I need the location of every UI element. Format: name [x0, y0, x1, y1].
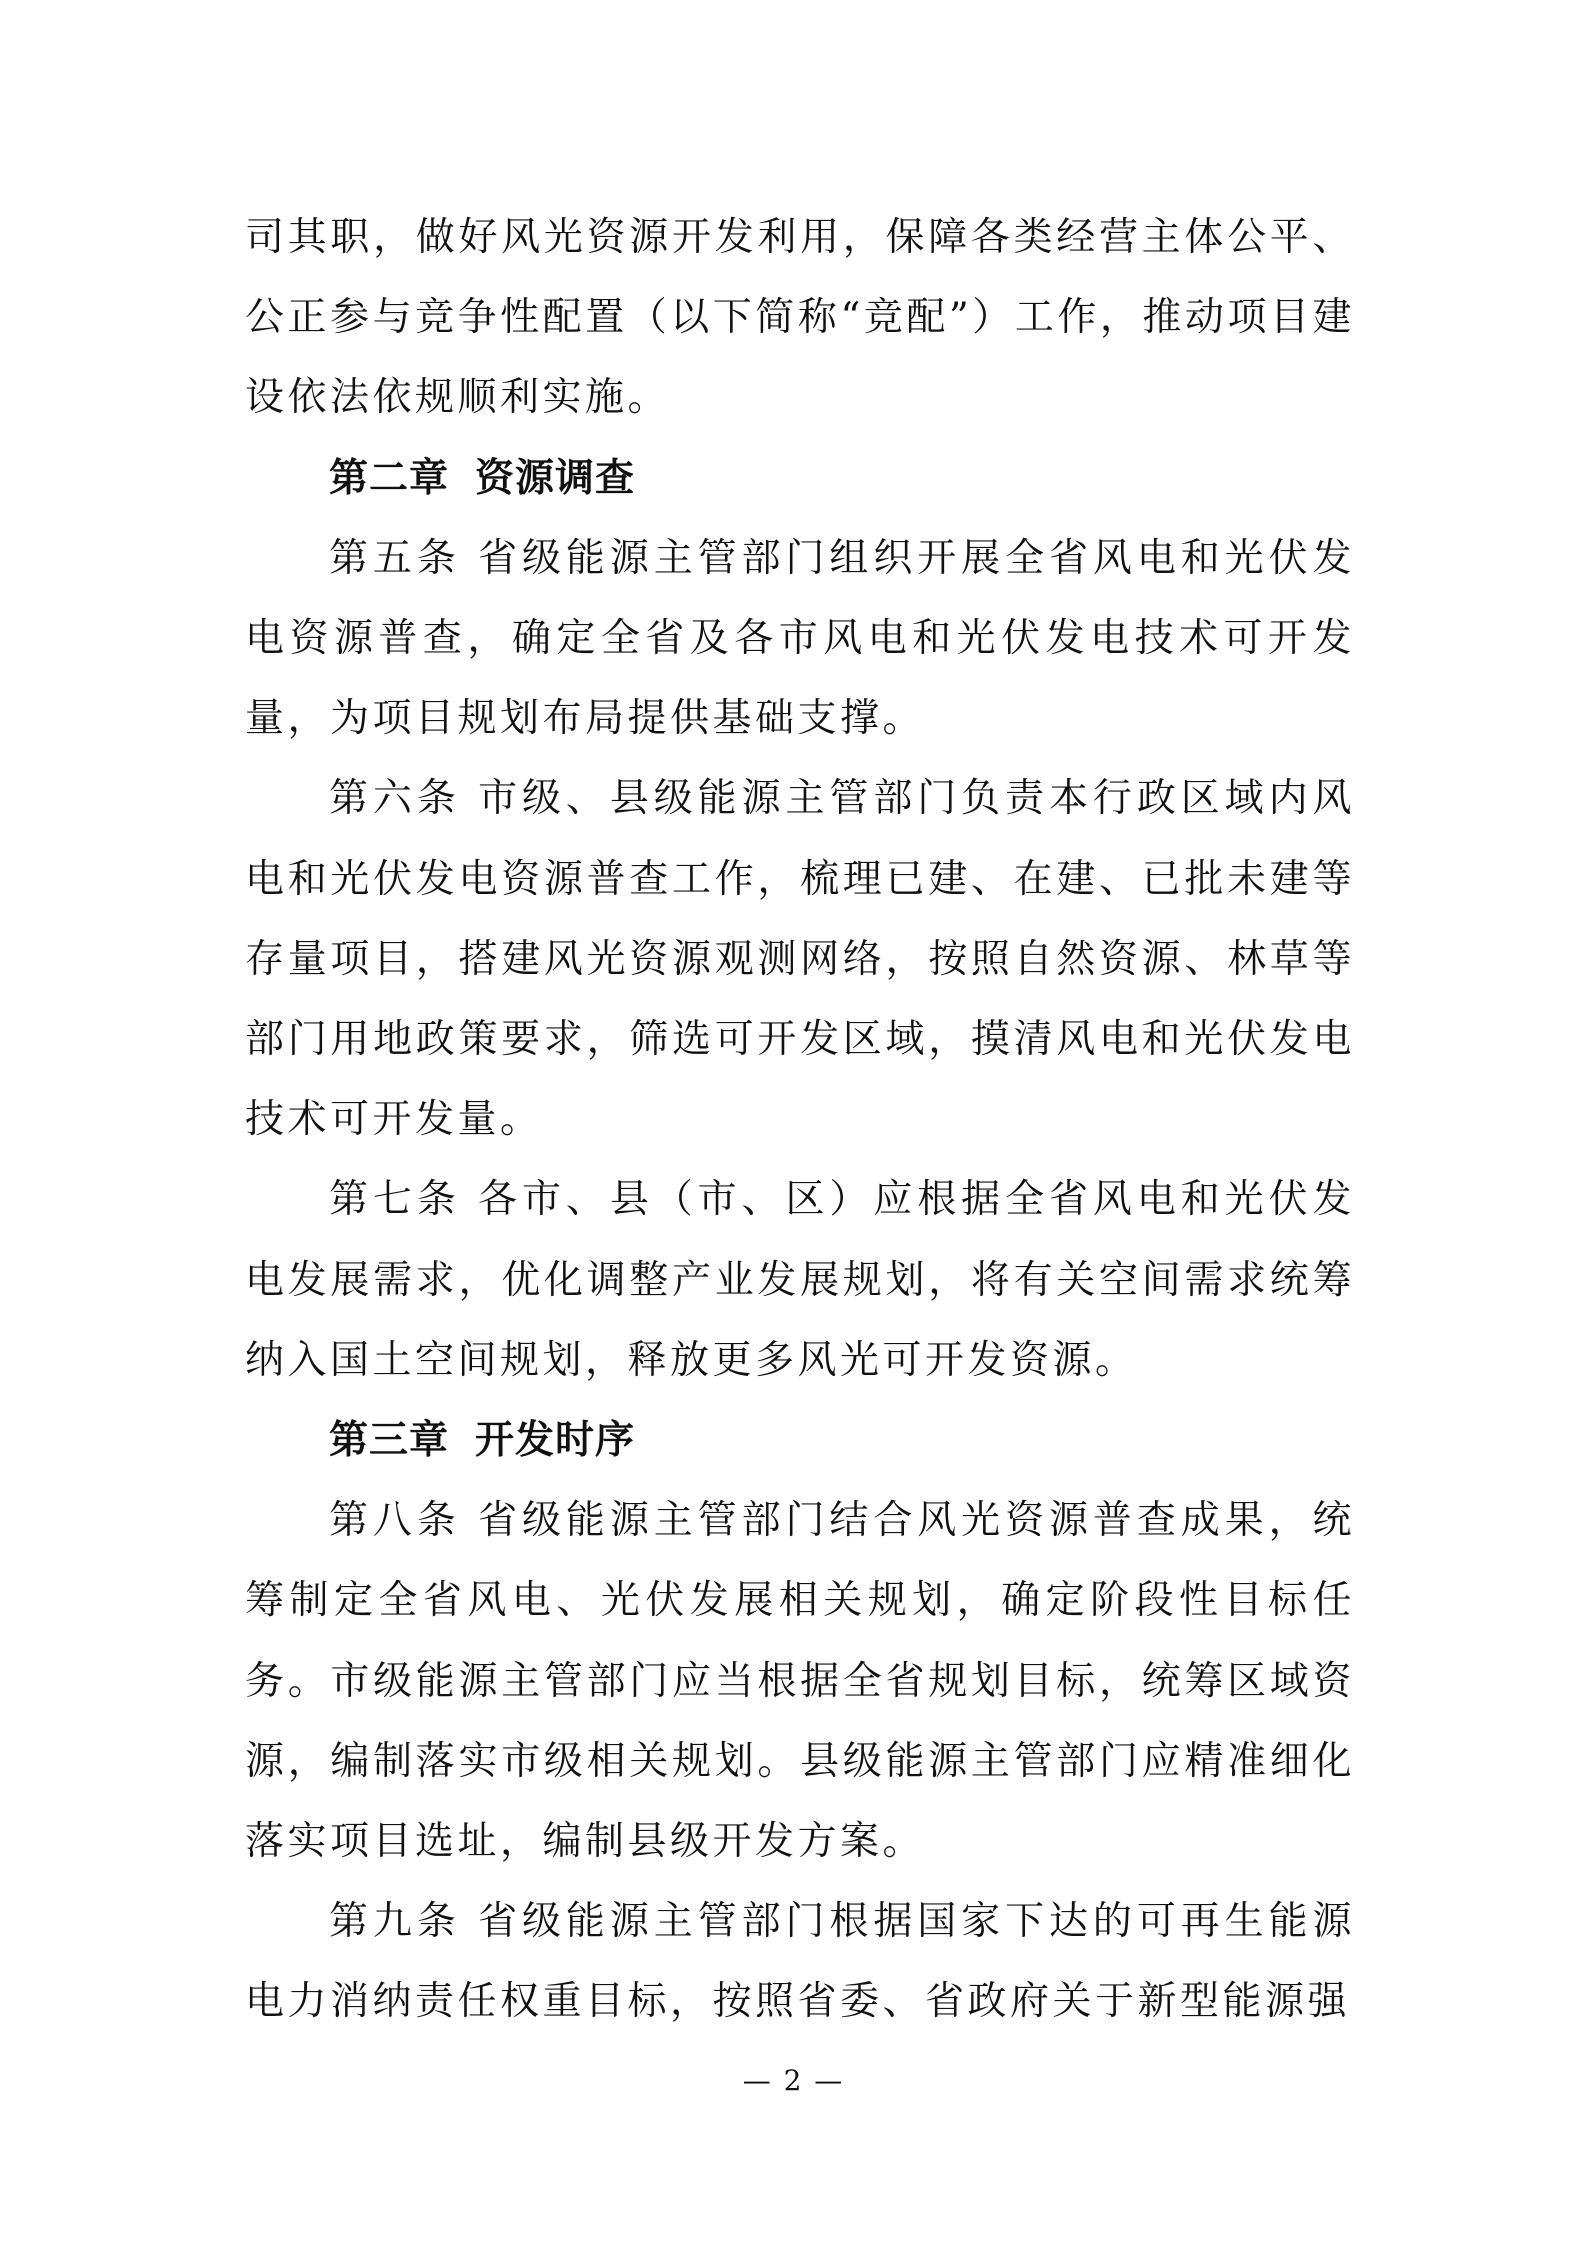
- chapter-heading-3: [245, 1401, 1355, 1481]
- paragraph-continuation: 司其职，做好风光资源开发利用，保障各类经营主体公平、公正参与竞争性配置（以下简称“竞配”）工作，推动项目建设依法依规顺利实施。: [245, 215, 1355, 421]
- chapter-number: 第三章: [329, 1418, 450, 1464]
- article-7: 第七条 各市、县（市、区）应根据全省风电和光伏发电发展需求，优化调整产业发展规划，将有关空间需求统筹纳入国土空间规划，释放更多风光可开发资源。: [245, 1177, 1355, 1383]
- article-6: 第六条 市级、县级能源主管部门负责本行政区域内风电和光伏发电资源普查工作，梳理已建、在建、已批未建等存量项目，搭建风光资源观测网络，按照自然资源、林草等部门用地政策要求，筛选可开发区域，摸清风电和光伏发电技术可开发量。: [245, 776, 1355, 1143]
- article-9: 第九条 省级能源主管部门根据国家下达的可再生能源电力消纳责任权重目标，按照省委、省政府关于新型能源强: [245, 1899, 1355, 2025]
- chapter-title: 资源调查: [475, 455, 636, 501]
- document-body: [245, 198, 1355, 2043]
- chapter-number: 第二章: [329, 455, 450, 501]
- article-5: 第五条 省级能源主管部门组织开展全省风电和光伏发电资源普查，确定全省及各市风电和光伏发电技术可开发量，为项目规划布局提供基础支撑。: [245, 535, 1355, 742]
- chapter-title: 开发时序: [475, 1418, 636, 1464]
- page-number: — 2 —: [742, 2064, 845, 2097]
- article-8: 第八条 省级能源主管部门结合风光资源普查成果，统筹制定全省风电、光伏发展相关规划，确定阶段性目标任务。市级能源主管部门应当根据全省规划目标，统筹区域资源，编制落实市级相关规划。县级能源主管部门应精准细化落实项目选址，编制县级开发方案。: [245, 1498, 1355, 1865]
- chapter-heading-2: [245, 439, 1355, 519]
